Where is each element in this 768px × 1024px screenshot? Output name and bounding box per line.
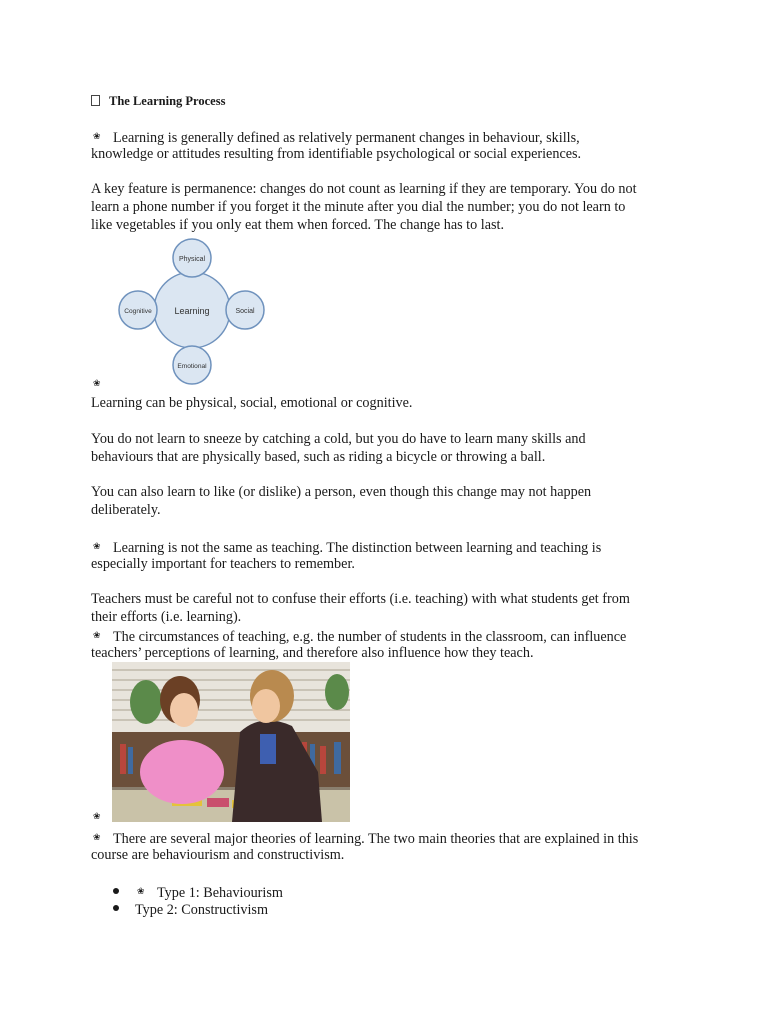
bullet-glyph-icon: ❀ xyxy=(93,541,101,551)
bullet-glyph-icon: ❀ xyxy=(93,378,101,388)
list-bullet-icon xyxy=(113,888,119,894)
bullet-glyph-icon: ❀ xyxy=(93,811,101,821)
list-bullet-icon xyxy=(113,905,119,911)
section-heading: The Learning Process xyxy=(91,92,225,110)
paragraph-line: You can also learn to like (or dislike) a person, even though this change may not happen xyxy=(91,484,592,500)
paragraph-line: knowledge or attitudes resulting from identifiable psychological or social experiences. xyxy=(91,146,582,162)
paragraph-line: ❀ The circumstances of teaching, e.g. the number of students in the classroom, can influence xyxy=(91,626,626,646)
paragraph-line: ❀ Learning is generally defined as relatively permanent changes in behaviour, skills, xyxy=(91,127,580,147)
bullet-glyph-icon: ❀ xyxy=(137,886,145,896)
bullet-glyph-icon: ❀ xyxy=(93,131,101,141)
teacher-student-photo xyxy=(112,662,350,822)
paragraph-line: ❀ There are several major theories of learning. The two main theories that are explained in this xyxy=(91,828,638,848)
paragraph-line: Teachers must be careful not to confuse their efforts (i.e. teaching) with what students get from xyxy=(91,591,630,607)
social-label: Social xyxy=(235,308,255,315)
bullet-glyph-icon: ❀ xyxy=(93,832,101,842)
physical-label: Physical xyxy=(178,256,206,263)
paragraph-line: You do not learn to sneeze by catching a cold, but you do have to learn many skills and xyxy=(91,431,586,447)
paragraph-line: their efforts (i.e. learning). xyxy=(91,609,242,625)
stray-bullet xyxy=(91,374,113,394)
paragraph-line: especially important for teachers to remember. xyxy=(91,556,355,572)
paragraph-line: ❀ Learning is not the same as teaching. The distinction between learning and teaching is xyxy=(91,537,601,557)
paragraph-line: deliberately. xyxy=(91,502,161,518)
list-item: Type 2: Constructivism xyxy=(113,901,268,919)
learning-label: Learning xyxy=(174,306,210,316)
paragraph-line: teachers’ perceptions of learning, and therefore also influence how they teach. xyxy=(91,645,534,661)
paragraph-line: Learning can be physical, social, emotional or cognitive. xyxy=(91,395,413,411)
learning-diagram xyxy=(116,238,268,386)
checkbox-glyph-icon xyxy=(91,95,100,106)
stray-bullet xyxy=(91,807,113,827)
paragraph-line: like vegetables if you only eat them when forced. The change has to last. xyxy=(91,217,505,233)
paragraph-line: learn a phone number if you forget it the minute after you dial the number; you do not learn to xyxy=(91,199,626,215)
cognitive-label: Cognitive xyxy=(124,308,152,315)
bullet-glyph-icon: ❀ xyxy=(93,630,101,640)
emotional-label: Emotional xyxy=(177,363,207,370)
paragraph-line: course are behaviourism and constructivism. xyxy=(91,847,345,863)
paragraph-line: behaviours that are physically based, such as riding a bicycle or throwing a ball. xyxy=(91,449,546,465)
paragraph-line: A key feature is permanence: changes do not count as learning if they are temporary. You do not xyxy=(91,181,637,197)
list-item: ❀ Type 1: Behaviourism xyxy=(113,882,283,902)
